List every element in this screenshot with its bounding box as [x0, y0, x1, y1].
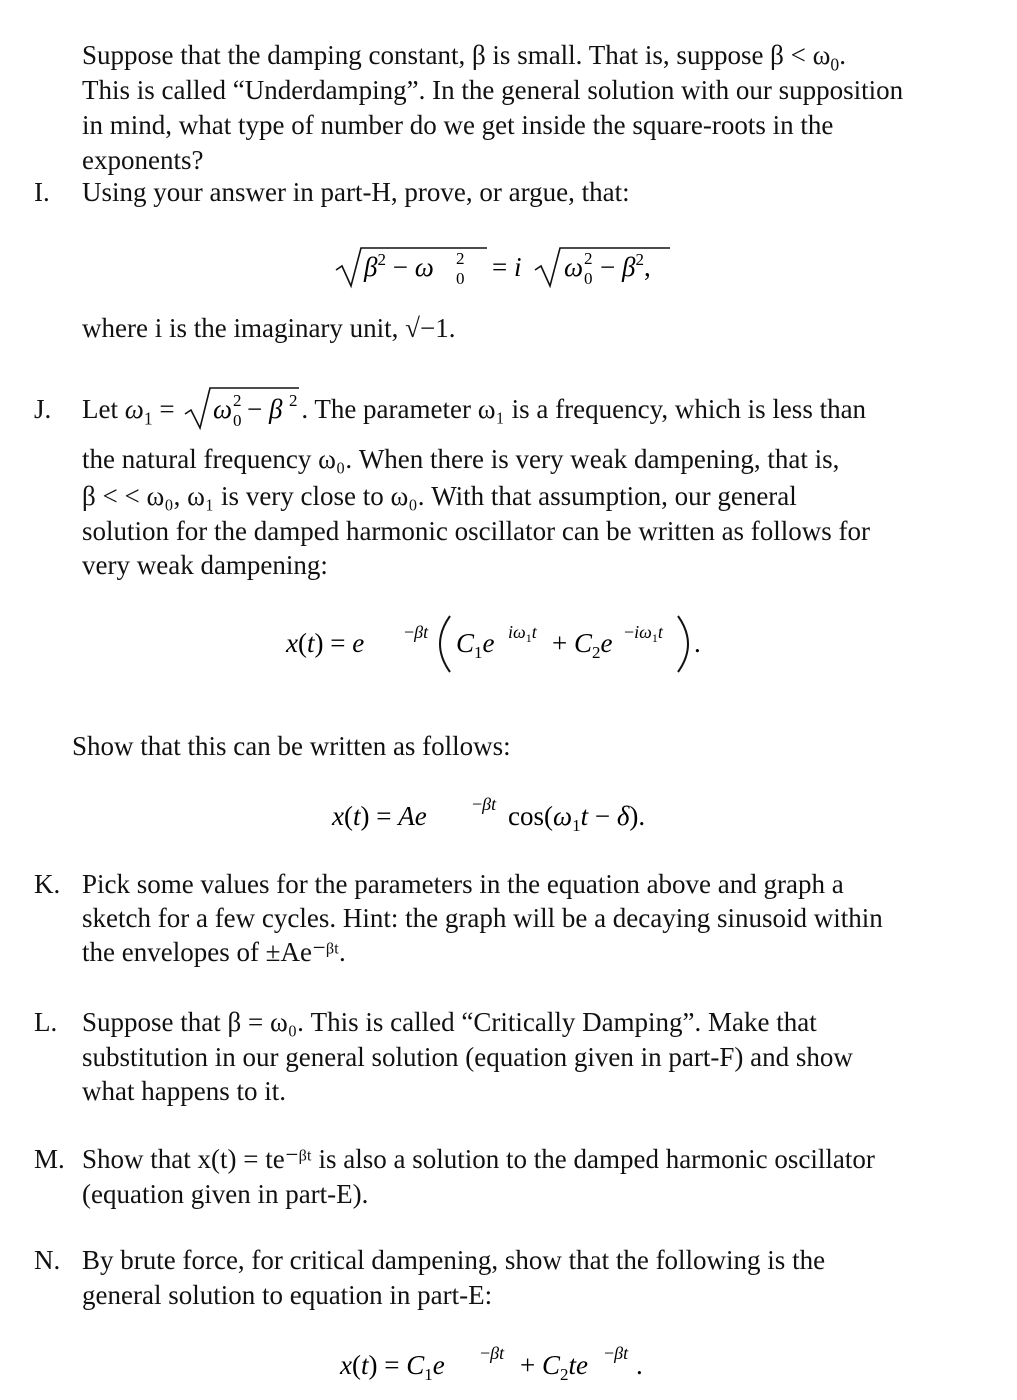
svg-text:−βt: −βt [604, 1343, 629, 1363]
svg-text:x(t) = e: x(t) = e [286, 628, 365, 658]
svg-text:+ C2e: + $C_2e$ [552, 628, 613, 662]
part-l-line-1: Suppose that β = ω₀. This is called “Critically Damping”. Make that [82, 1007, 817, 1037]
part-n-label: N. [34, 1245, 61, 1275]
part-h-line-2: This is called “Underdamping”. In the general solution with our supposition [82, 75, 904, 105]
svg-text:iω1t: $i\omega_1t$ [508, 622, 537, 645]
svg-text:2: 2 [233, 391, 242, 410]
svg-text:−iω1t: $-i\omega_1t$ [624, 622, 663, 645]
part-i-where-text: where i is the imaginary unit, √−1. [82, 313, 456, 343]
svg-text:cos(ω1t − δ).: $\cos(\omega_1t - \delta)$. [508, 801, 646, 835]
part-m-line-1: Show that x(t) = te⁻ᵝᵗ is also a solution to the damped harmonic oscillator [82, 1144, 875, 1174]
svg-text:0: 0 [584, 269, 593, 288]
svg-text:.: . [694, 628, 701, 658]
part-h-line-1: Suppose that the damping constant, β is small. That is, suppose $\beta < \omega_0$. [82, 40, 846, 75]
svg-text:2: 2 [456, 249, 465, 268]
svg-text:+ C2te: + $C_2te$ [520, 1350, 588, 1384]
part-m-label: M. [34, 1144, 65, 1174]
part-l-label: L. [34, 1007, 58, 1037]
svg-text:C1e: $C_1e$ [456, 628, 495, 662]
part-j-show-text: Show that this can be written as follows: [72, 731, 511, 761]
part-l-line-2: substitution in our general solution (equation given in part-F) and show [82, 1042, 853, 1072]
part-j-line-1-text: . The parameter ω₁ is a frequency, which is less than [301, 394, 867, 424]
part-n-line-2: general solution to equation in part-E: [82, 1280, 493, 1310]
svg-text:− β: − β [247, 394, 283, 424]
svg-text:2: 2 [584, 249, 593, 268]
svg-text:2: 2 [289, 391, 298, 410]
svg-text:− β2,: − $\beta^2$, [600, 250, 651, 282]
part-j-line-4: solution for the damped harmonic oscillator can be written as follows for [82, 516, 871, 546]
equation-weak-damping-solution [284, 608, 704, 690]
part-j-line-3: β < < ω₀, ω₁ is very close to ω₀. With that assumption, our general [82, 481, 797, 511]
part-j-line-1: Let $\omega_1$ = ω 2 0 − β 2 . The parameter ω₁ is a frequency, which is less than [82, 380, 987, 430]
svg-text:−βt: −βt [480, 1343, 505, 1363]
part-m-line-2: (equation given in part-E). [82, 1179, 369, 1209]
part-i-text: Using your answer in part-H, prove, or argue, that: [82, 177, 630, 207]
svg-text:0: 0 [233, 411, 242, 430]
part-k-label: K. [34, 869, 61, 899]
svg-text:ω: ω [564, 252, 584, 282]
svg-text:−βt: −βt [404, 622, 429, 642]
part-l-line-3: what happens to it. [82, 1076, 286, 1106]
part-h-line-3: in mind, what type of number do we get inside the square-roots in the [82, 110, 834, 140]
part-k-line-2: sketch for a few cycles. Hint: the graph will be a decaying sinusoid within [82, 903, 883, 933]
svg-text:β2 − ω: $\beta^2 - \omega$ [364, 250, 434, 282]
part-k-line-3: the envelopes of ±Ae⁻ᵝᵗ. [82, 937, 346, 967]
part-j-line-5: very weak dampening: [82, 550, 328, 580]
equation-cosine-form [330, 795, 660, 847]
part-n-line-1: By brute force, for critical dampening, show that the following is the [82, 1245, 826, 1275]
part-j-label: J. [34, 394, 52, 424]
svg-text:= i: = i [492, 252, 522, 282]
part-i-label: I. [34, 177, 50, 207]
svg-text:.: . [636, 1350, 643, 1380]
svg-text:ω: ω [213, 394, 233, 424]
part-k-line-1: Pick some values for the parameters in the equation above and graph a [82, 869, 844, 899]
svg-text:x(t) = C1e: $x(t) = C_1e$ [340, 1350, 445, 1384]
svg-text:−βt: −βt [472, 794, 497, 814]
equation-critical-general-solution [338, 1342, 648, 1396]
part-j-line-2: the natural frequency ω₀. When there is very weak dampening, that is, [82, 444, 840, 474]
equation-sqrt-identity [332, 242, 682, 302]
svg-text:0: 0 [456, 269, 465, 288]
svg-text:x(t) = Ae: x(t) = Ae [332, 801, 427, 831]
part-h-line-4: exponents? [82, 145, 204, 175]
